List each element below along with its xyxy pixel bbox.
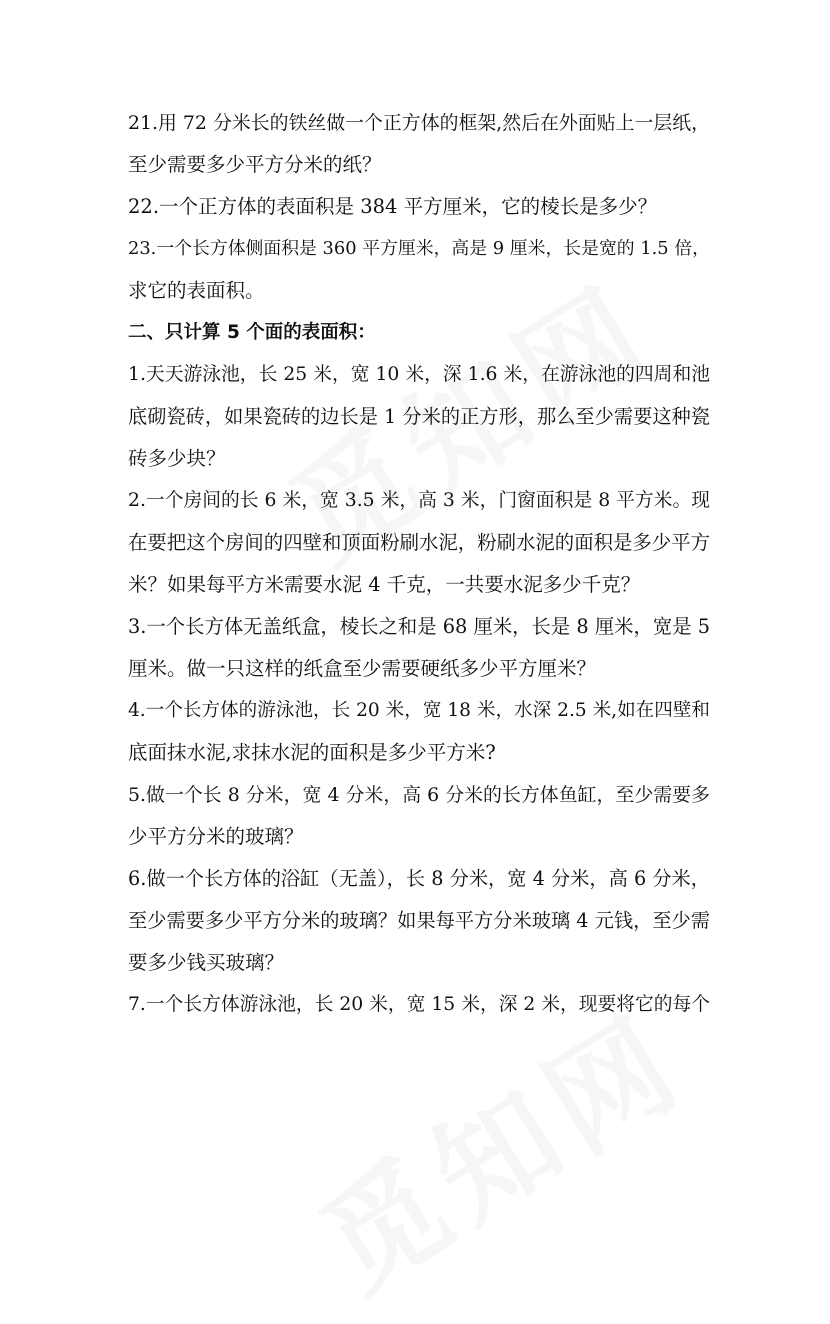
text-line: 厘米。做一只这样的纸盒至少需要硬纸多少平方厘米？ xyxy=(128,657,597,680)
text-line: 在要把这个房间的四壁和顶面粉刷水泥，粉刷水泥的面积是多少平方 xyxy=(128,531,710,554)
text-line: 3.一个长方体无盖纸盒，棱长之和是 68 厘米，长是 8 厘米，宽是 5 xyxy=(128,615,710,638)
text-line: 米？如果每平方米需要水泥 4 千克，一共要水泥多少千克？ xyxy=(128,573,641,596)
text-line: 底面抹水泥,求抹水泥的面积是多少平方米? xyxy=(128,741,496,764)
text-line: 少平方分米的玻璃？ xyxy=(128,825,304,848)
text-line: 砖多少块？ xyxy=(128,447,226,470)
text-line: 要多少钱买玻璃？ xyxy=(128,951,285,974)
text-line: 6.做一个长方体的浴缸（无盖），长 8 分米，宽 4 分米，高 6 分米， xyxy=(128,867,710,890)
text-line: 底砌瓷砖，如果瓷砖的边长是 1 分米的正方形，那么至少需要这种瓷 xyxy=(128,405,710,428)
text-line: 至少需要多少平方分米的玻璃？如果每平方分米玻璃 4 元钱，至少需 xyxy=(128,909,710,932)
text-line: 22.一个正方体的表面积是 384 平方厘米，它的棱长是多少？ xyxy=(128,195,658,218)
section-heading: 二、只计算 5 个面的表面积： xyxy=(128,322,376,343)
text-line: 求它的表面积。 xyxy=(128,279,265,302)
text-line: 1.天天游泳池，长 25 米，宽 10 米，深 1.6 米，在游泳池的四周和池 xyxy=(128,364,710,385)
text-line: 7.一个长方体游泳池，长 20 米，宽 15 米，深 2 米，现要将它的每个 xyxy=(128,994,711,1015)
text-line: 21.用 72 分米长的铁丝做一个正方体的框架,然后在外面贴上一层纸， xyxy=(128,112,710,134)
text-line: 4.一个长方体的游泳池，长 20 米，宽 18 米，水深 2.5 米,如在四壁和 xyxy=(128,700,710,721)
text-line: 23.一个长方体侧面积是 360 平方厘米，高是 9 厘米，长是宽的 1.5 倍， xyxy=(128,238,710,259)
text-line: 至少需要多少平方分米的纸？ xyxy=(128,153,382,176)
text-line: 2.一个房间的长 6 米，宽 3.5 米，高 3 米，门窗面积是 8 平方米。现 xyxy=(128,490,710,511)
document-body xyxy=(128,102,710,1026)
text-line: 5.做一个长 8 分米，宽 4 分米，高 6 分米的长方体鱼缸，至少需要多 xyxy=(128,784,710,806)
